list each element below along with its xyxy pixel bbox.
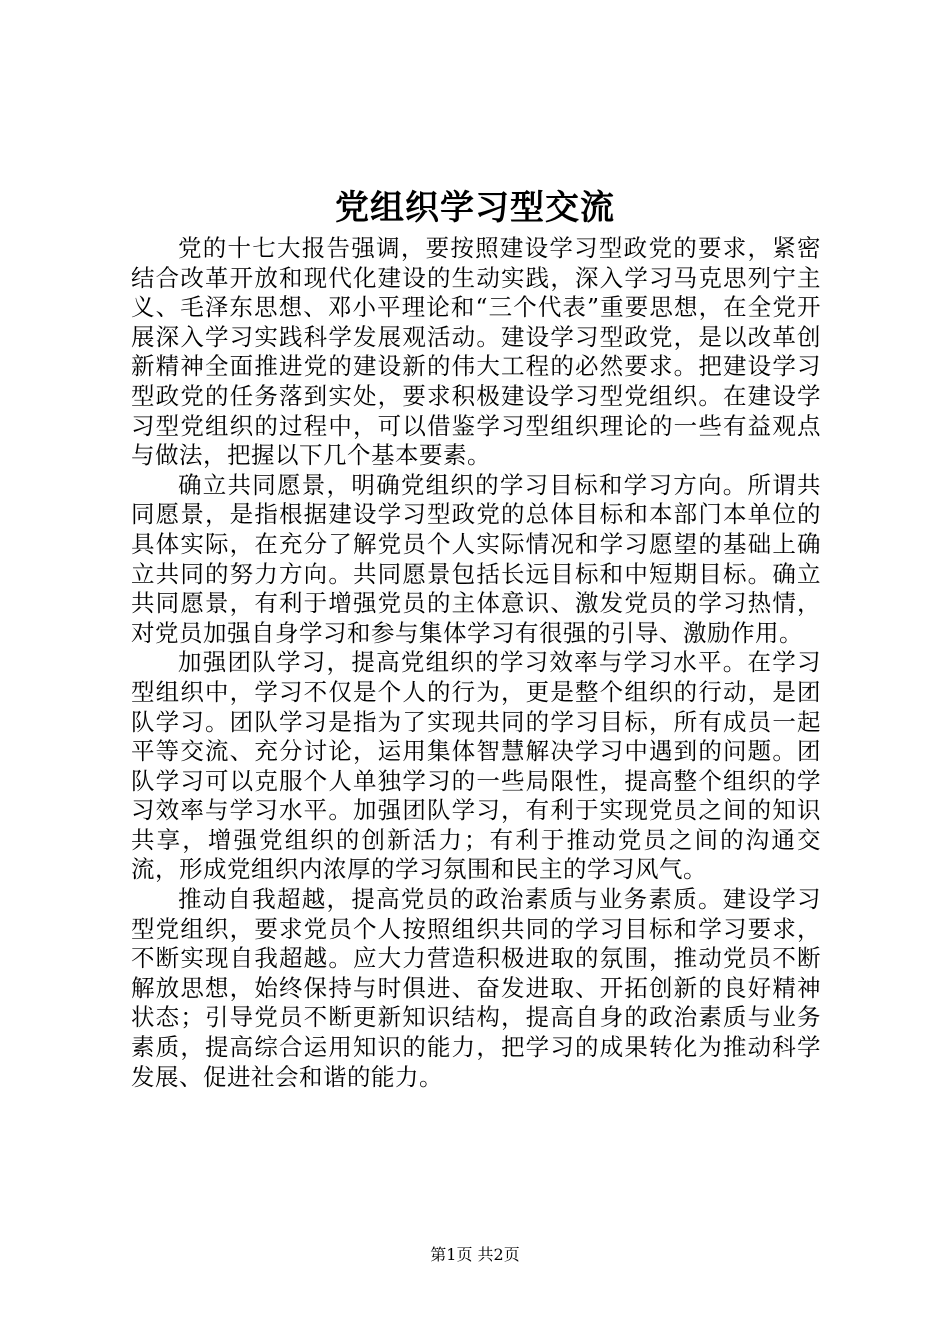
- paragraph-1: 党的十七大报告强调，要按照建设学习型政党的要求，紧密结合改革开放和现代化建设的生动实践，深入学习马克思列宁主义、毛泽东思想、邓小平理论和“三个代表”重要思想，在全党开展深入学习实践科学发展观活动。建设学习型政党，是以改革创新精神全面推进党的建设新的伟大工程的必然要求。把建设学习型政党的任务落到实处，要求积极建设学习型党组织。在建设学习型党组织的过程中，可以借鉴学习型组织理论的一些有益观点与做法，把握以下几个基本要素。: [131, 234, 821, 470]
- page-footer: 第1页 共2页: [430, 1245, 520, 1264]
- document-body: [131, 234, 821, 1092]
- paragraph-2: 确立共同愿景，明确党组织的学习目标和学习方向。所谓共同愿景，是指根据建设学习型政党的总体目标和本部门本单位的具体实际，在充分了解党员个人实际情况和学习愿望的基础上确立共同的努力方向。共同愿景包括长远目标和中短期目标。确立共同愿景，有利于增强党员的主体意识、激发党员的学习热情，对党员加强自身学习和参与集体学习有很强的引导、激励作用。: [131, 470, 821, 647]
- paragraph-3: 加强团队学习，提高党组织的学习效率与学习水平。在学习型组织中，学习不仅是个人的行为，更是整个组织的行动，是团队学习。团队学习是指为了实现共同的学习目标，所有成员一起平等交流、充分讨论，运用集体智慧解决学习中遇到的问题。团队学习可以克服个人单独学习的一些局限性，提高整个组织的学习效率与学习水平。加强团队学习，有利于实现党员之间的知识共享，增强党组织的创新活力；有利于推动党员之间的沟通交流，形成党组织内浓厚的学习氛围和民主的学习风气。: [131, 648, 821, 884]
- document-title: 党组织学习型交流: [335, 188, 615, 228]
- paragraph-4: 推动自我超越，提高党员的政治素质与业务素质。建设学习型党组织，要求党员个人按照组织共同的学习目标和学习要求，不断实现自我超越。应大力营造积极进取的氛围，推动党员不断解放思想，始终保持与时俱进、奋发进取、开拓创新的良好精神状态；引导党员不断更新知识结构，提高自身的政治素质与业务素质，提高综合运用知识的能力，把学习的成果转化为推动科学发展、促进社会和谐的能力。: [131, 885, 821, 1091]
